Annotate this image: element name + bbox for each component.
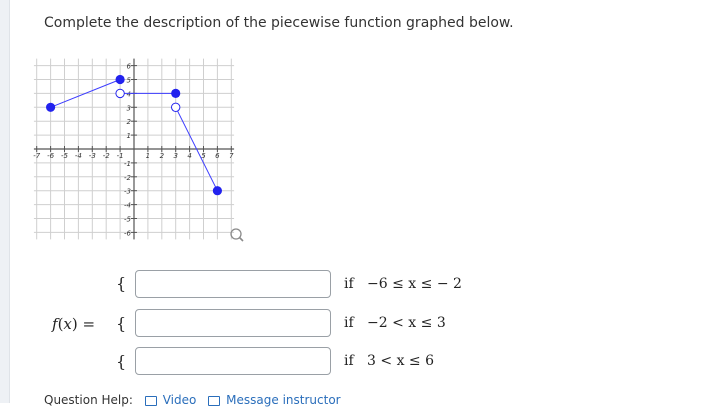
question-prompt: Complete the description of the piecewise function graphed below. <box>44 15 514 31</box>
y-tick-label: 6 <box>126 62 131 71</box>
video-icon <box>145 396 157 406</box>
question-help-label: Question Help: <box>44 393 133 407</box>
piece-brace: { <box>116 314 127 333</box>
message-instructor-link[interactable]: Message instructor <box>226 393 341 407</box>
filled-point <box>116 75 125 84</box>
y-tick-label: -6 <box>124 229 131 238</box>
y-tick-label: -4 <box>124 201 131 210</box>
piecewise-graph <box>33 46 252 250</box>
piece-2-condition: if −2 < x ≤ 3 <box>344 315 446 331</box>
x-tick-label: -4 <box>74 152 82 160</box>
x-tick-label: 6 <box>215 152 220 160</box>
x-tick-label: 2 <box>159 152 165 160</box>
y-tick-label: 3 <box>126 104 131 113</box>
function-label: f(x) = <box>52 315 96 333</box>
y-tick-label: -5 <box>124 215 131 224</box>
filled-point <box>46 103 55 112</box>
mail-icon <box>208 396 220 406</box>
piece-brace: { <box>116 274 127 293</box>
x-tick-label: -3 <box>88 152 96 160</box>
open-point <box>172 103 180 111</box>
video-link[interactable]: Video <box>162 393 197 407</box>
y-tick-label: -3 <box>124 187 131 196</box>
x-tick-label: -1 <box>116 152 124 160</box>
y-tick-label: 2 <box>126 118 131 127</box>
y-tick-label: -2 <box>124 173 131 182</box>
filled-point <box>213 186 222 195</box>
x-tick-label: -7 <box>33 152 41 160</box>
piece-brace: { <box>116 352 127 371</box>
x-tick-label: -2 <box>102 152 110 160</box>
piece-1-condition: if −6 ≤ x ≤ − 2 <box>344 276 462 292</box>
y-tick-label: -1 <box>124 159 131 168</box>
axes <box>34 59 234 240</box>
x-tick-label: 3 <box>173 152 178 160</box>
y-tick-label: 5 <box>126 76 131 85</box>
x-tick-label: 7 <box>229 152 234 160</box>
x-tick-label: 4 <box>187 152 192 160</box>
left-margin-bar <box>0 0 10 403</box>
filled-point <box>171 89 180 98</box>
piece-3-condition: if 3 < x ≤ 6 <box>344 353 435 369</box>
x-tick-label: -6 <box>47 152 55 160</box>
magnifier-icon[interactable] <box>231 229 243 241</box>
piece-3-expression-input[interactable] <box>135 347 331 375</box>
x-tick-label: -5 <box>61 152 68 160</box>
y-tick-label: 4 <box>126 90 131 99</box>
piece-2-expression-input[interactable] <box>135 309 331 337</box>
x-tick-label: 5 <box>201 152 206 160</box>
y-tick-label: 1 <box>126 132 131 141</box>
question-help-bar <box>44 393 341 407</box>
x-tick-label: 1 <box>145 152 151 160</box>
piece-1-expression-input[interactable] <box>135 270 331 298</box>
open-point <box>116 89 124 97</box>
